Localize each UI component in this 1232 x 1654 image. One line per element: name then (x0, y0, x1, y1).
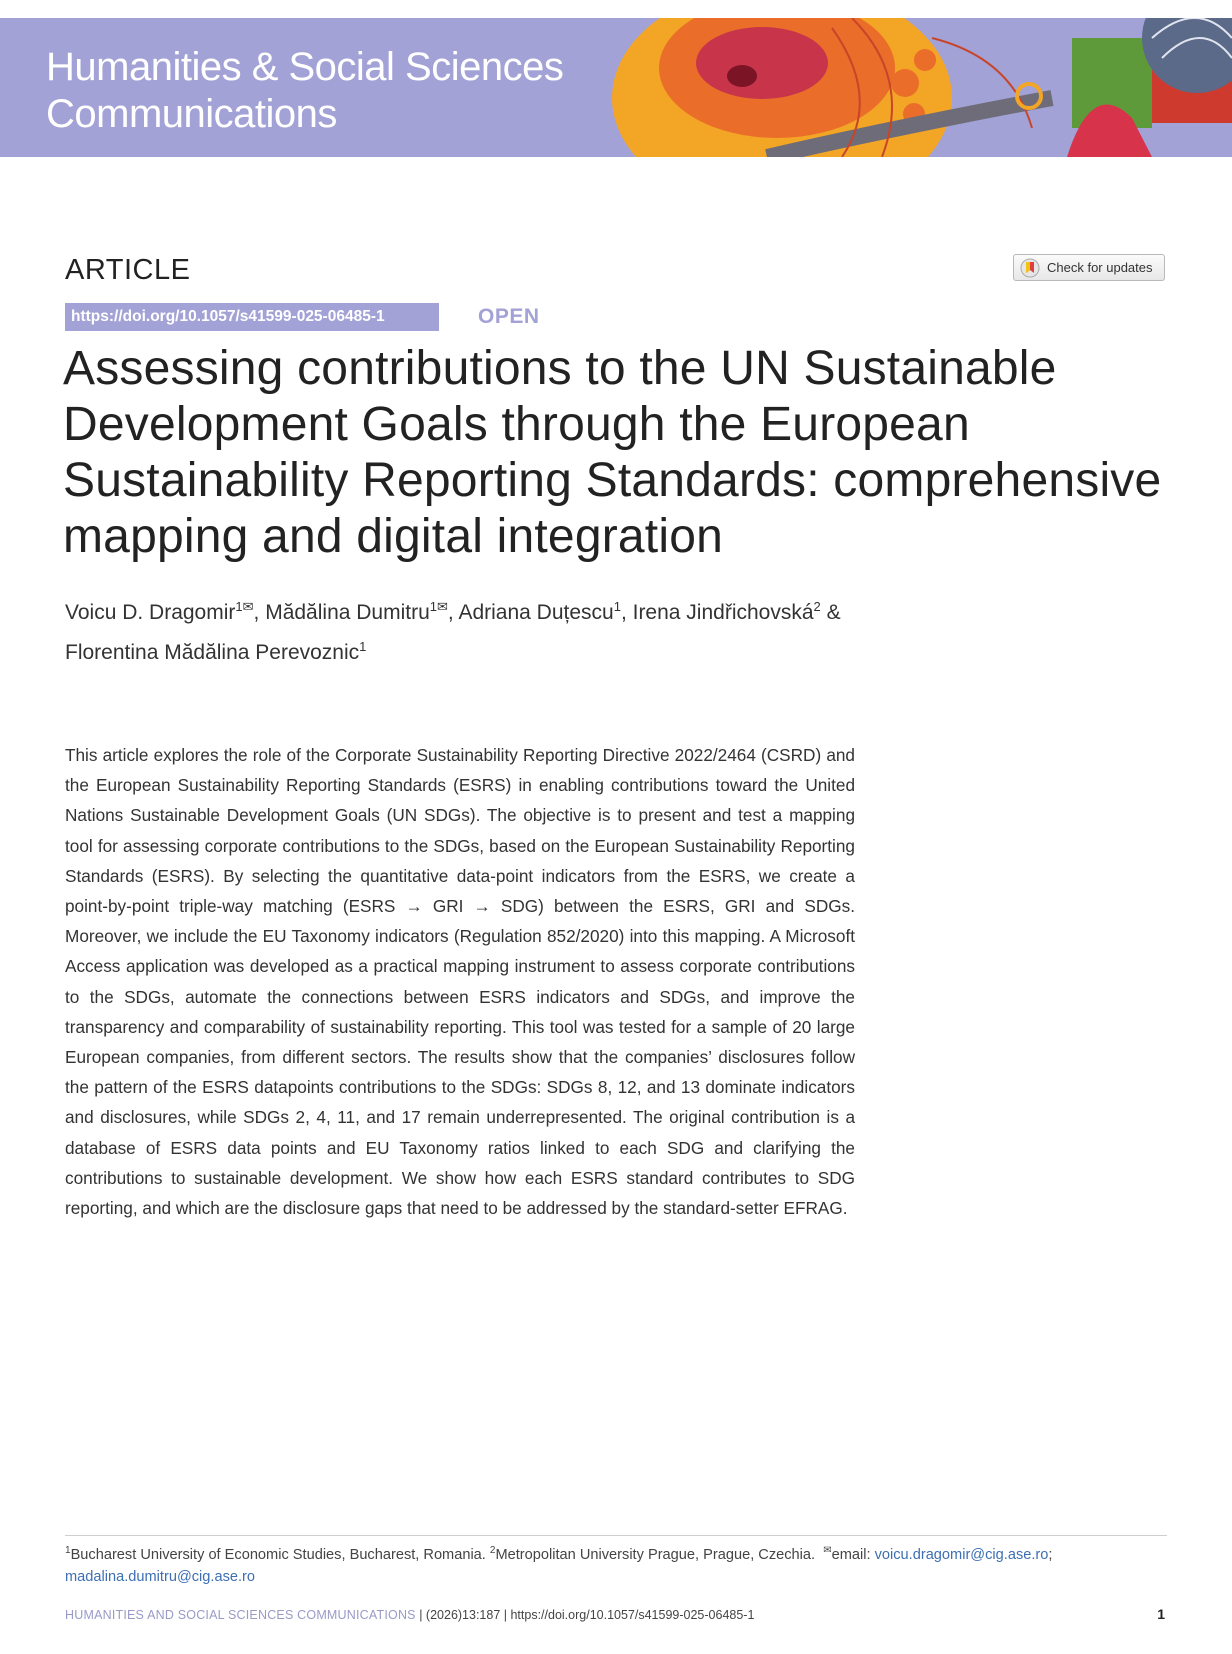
affiliation-number: 2 (489, 1545, 496, 1556)
author-list: Voicu D. Dragomir$^{1✉}$, Mădălina Dumitru$^{1✉}$, Adriana Duțescu$^1$, Irena Jindřichovská$^2$ & Florentina Mădălina Perevoznic$^1$ (65, 599, 841, 664)
affiliation-number: 1 (613, 599, 621, 614)
author-name[interactable]: Adriana Duțescu (458, 601, 614, 624)
footnote-divider (65, 1535, 1167, 1536)
title-line: mapping and digital integration (63, 510, 723, 563)
banner-artwork (592, 18, 1232, 157)
author-name[interactable]: Mădălina Dumitru (265, 601, 430, 624)
check-for-updates-label: Check for updates (1047, 260, 1153, 275)
affiliation-text: Metropolitan University Prague, Prague, Czechia. (495, 1546, 816, 1563)
email-icon: ✉ (823, 1545, 832, 1556)
author-ampersand: & (826, 601, 841, 624)
journal-name (46, 44, 563, 138)
open-access-label: OPEN (478, 305, 540, 328)
page-number: 1 (1157, 1606, 1165, 1622)
affiliation-number: 1 (235, 599, 243, 614)
email-link-2[interactable]: madalina.dumitru@cig.ase.ro (65, 1568, 256, 1585)
affiliation-number: 1 (359, 639, 367, 654)
doi-link[interactable]: https://doi.org/10.1057/s41599-025-06485-1 (65, 303, 439, 331)
article-type-label: ARTICLE (65, 254, 191, 286)
footer-citation: | (2026)13:187 | https://doi.org/10.1057/s41599-025-06485-1 (419, 1608, 755, 1622)
email-icon[interactable]: ✉ (242, 599, 254, 614)
journal-name-line1: Humanities & Social Sciences (46, 45, 564, 89)
author-name[interactable]: Voicu D. Dragomir (65, 601, 236, 624)
author-name[interactable]: Irena Jindřichovská (632, 601, 814, 624)
affiliation-number: 1 (429, 599, 438, 614)
abstract: This article explores the role of the Corporate Sustainability Reporting Directive 2022/2464 (CSRD) and the European Sustainability Reporting Standards (ESRS) in enabling contributions toward the United Nations Sustainable Development Goals (UN SDGs). The objective is to present and test a mapping tool for assessing corporate contributions to the SDGs, based on the European Sustainability Reporting Standards (ESRS). By selecting the quantitative data-point indicators from the ESRS, we create a point-by-point triple-way matching (ESRS → GRI → SDG) between the ESRS, GRI and SDGs. Moreover, we include the EU Taxonomy indicators (Regulation 852/2020) into this mapping. A Microsoft Access application was developed as a practical mapping instrument to assess corporate contributions to the SDGs, automate the connections between ESRS indicators and SDGs, and improve the transparency and comparability of sustainability reporting. This tool was tested for a sample of 20 large European companies, from different sectors. The results show that the companies’ disclosures follow the pattern of the ESRS datapoints contributions to the SDGs: SDGs 8, 12, and 13 dominate indicators and disclosures, while SDGs 2, 4, 11, and 17 remain underrepresented. The original contribution is a database of ESRS data points and EU Taxonomy ratios linked to each SDG and clarifying the contributions to sustainable development. We show how each ESRS standard contributes to SDG reporting, and which are the disclosure gaps that need to be addressed by the standard-setter EFRAG. (65, 745, 855, 1219)
journal-banner (0, 18, 1232, 157)
affiliation-number: 1 (65, 1545, 71, 1556)
title-line: Assessing contributions to the UN Sustainable (63, 342, 1057, 395)
page-footer (65, 1608, 1167, 1622)
article-title (63, 341, 1183, 565)
author-name[interactable]: Florentina Mădălina Perevoznic (65, 641, 360, 664)
check-for-updates-button[interactable] (1013, 254, 1165, 281)
title-line: Sustainability Reporting Standards: comprehensive (63, 454, 1162, 507)
footer-journal-name: HUMANITIES AND SOCIAL SCIENCES COMMUNICATIONS (65, 1608, 416, 1622)
email-icon[interactable]: ✉ (437, 599, 448, 614)
affiliation-number: 2 (813, 599, 821, 614)
affiliation-text: Bucharest University of Economic Studies, Bucharest, Romania. (70, 1546, 486, 1563)
title-line: Development Goals through the European (63, 398, 970, 451)
affiliations-footnote: $^1$Bucharest University of Economic Studies, Bucharest, Romania. $^2$Metropolitan University Prague, Prague, Czechia. ✉email: voicu.dragomir@cig.ase.ro; madalina.dumitru@cig.ase.ro (65, 1545, 1053, 1585)
email-label: email: (831, 1546, 871, 1563)
journal-name-line2: Communications (46, 92, 337, 136)
crossmark-icon (1020, 258, 1040, 278)
email-link-1[interactable]: voicu.dragomir@cig.ase.ro (874, 1546, 1049, 1563)
